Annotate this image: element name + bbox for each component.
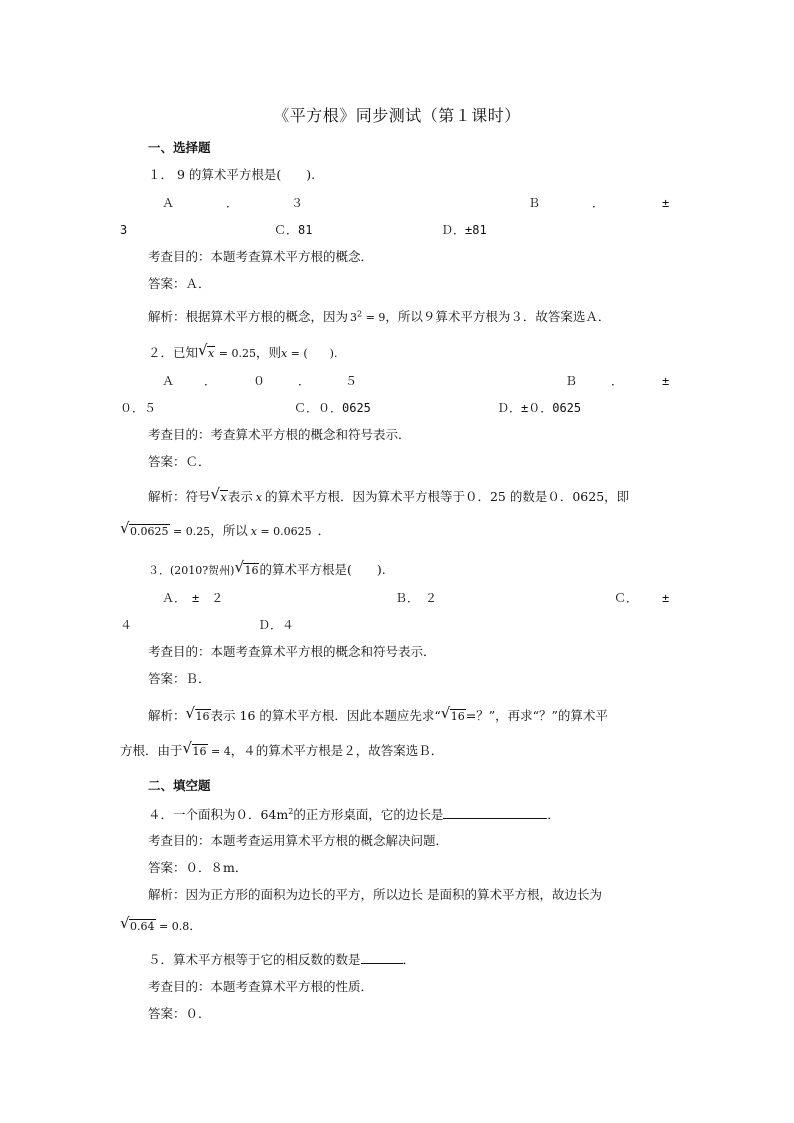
q2-analysis-line2: √ 0.0625 = 0.25，所以 x = 0.0625 ．: [120, 523, 330, 540]
q5-answer: 答案：０．: [148, 1006, 211, 1021]
q4-aim: 考查目的：本题考查运用算术平方根的概念解决问题．: [148, 833, 449, 848]
q5-aim: 考查目的：本题考查算术平方根的性质．: [148, 979, 374, 994]
q4-answer-blank[interactable]: [443, 806, 547, 819]
page-title: 《平方根》同步测试（第１课时）: [273, 106, 521, 125]
q4-stem: ４．一个面积为０．$64m^2$的正方形桌面，它的边长是 ．: [148, 806, 560, 822]
section-heading-fill: 二、填空题: [148, 778, 211, 793]
q5-answer-blank[interactable]: [361, 951, 403, 964]
q3-aim: 考查目的：本题考查算术平方根的概念和符号表示．: [148, 644, 436, 659]
q2-answer: 答案：Ｃ．: [148, 454, 211, 469]
q3-stem: ３．(2010?贺州)√ 16的算术平方根是( ).: [148, 562, 386, 579]
q1-option-c: Ｃ．81: [274, 223, 313, 237]
q1-option-a-value: ３: [291, 196, 304, 210]
q3-analysis-line2: 方根．由于√ 16 = 4，４的算术平方根是２，故答案选Ｂ．: [120, 743, 443, 760]
section-heading-choice: 一、选择题: [148, 140, 211, 155]
q2-option-b-label: Ｂ: [565, 374, 578, 388]
q2-stem: ２．已知√ x = 0.25，则x = ( ).: [148, 345, 337, 362]
q1-option-b-label: Ｂ: [528, 196, 541, 210]
q1-option-b-dot: ．: [592, 196, 605, 210]
q2-option-b-dot: ．: [611, 374, 624, 388]
q2-option-a-zero: ０: [253, 374, 266, 388]
q2-analysis-line1: 解析：符号√ x表示 x 的算术平方根．因为算术平方根等于０．25 的数是０．0625，即: [148, 489, 629, 506]
q3-option-c-plusminus: ±: [662, 591, 670, 605]
q1-option-d: Ｄ．±81: [441, 223, 487, 237]
q3-analysis-line1: 解析：√ 16表示 16 的算术平方根．因此本题应先求“√ 16=？”，再求“？”的算术平: [148, 708, 608, 725]
q2-option-a-dot1: ．: [204, 374, 217, 388]
q1-option-b-value: 3: [120, 223, 128, 237]
q2-option-c: Ｃ．０．0625: [294, 401, 371, 415]
q3-option-d: Ｄ．４: [258, 618, 295, 632]
q2-option-d: Ｄ．±０．0625: [497, 401, 582, 415]
q1-stem: １． 9 的算术平方根是( ).: [148, 167, 316, 182]
q1-aim: 考查目的：本题考查算术平方根的概念．: [148, 249, 374, 264]
q2-option-a-label: Ａ: [162, 374, 175, 388]
q1-answer: 答案：Ａ．: [148, 276, 211, 291]
q4-analysis-line1: 解析：因为正方形的面积为边长的平方，所以边长 是面积的算术平方根，故边长为: [148, 887, 602, 902]
q4-analysis-line2: √ 0.64 = 0.8．: [120, 918, 202, 935]
q2-option-a-dot2: ．: [298, 374, 311, 388]
q3-option-c-label: Ｃ．: [614, 591, 639, 605]
q3-option-b: Ｂ． ２: [395, 591, 438, 605]
q4-answer: 答案：０．８m．: [148, 860, 248, 875]
q1-option-b-plusminus: ±: [662, 196, 670, 210]
q2-option-b-value: ０．５: [120, 401, 157, 415]
q3-option-a: Ａ． ± ２: [162, 591, 224, 605]
q1-analysis: 解析：根据算术平方根的概念，因为 $3^2 = 9$，所以９算术平方根为３．故答案选Ａ．: [148, 309, 611, 324]
q3-option-c-value: ４: [120, 618, 133, 632]
q5-stem: ５．算术平方根等于它的相反数的数是 ．: [148, 952, 416, 967]
q1-option-a-dot: ．: [226, 196, 239, 210]
q2-aim: 考查目的：考查算术平方根的概念和符号表示．: [148, 427, 411, 442]
q2-option-a-five: ５: [345, 374, 358, 388]
q2-option-b-plusminus: ±: [662, 374, 670, 388]
q3-answer: 答案：Ｂ．: [148, 671, 211, 686]
q1-option-a-label: Ａ: [162, 196, 175, 210]
